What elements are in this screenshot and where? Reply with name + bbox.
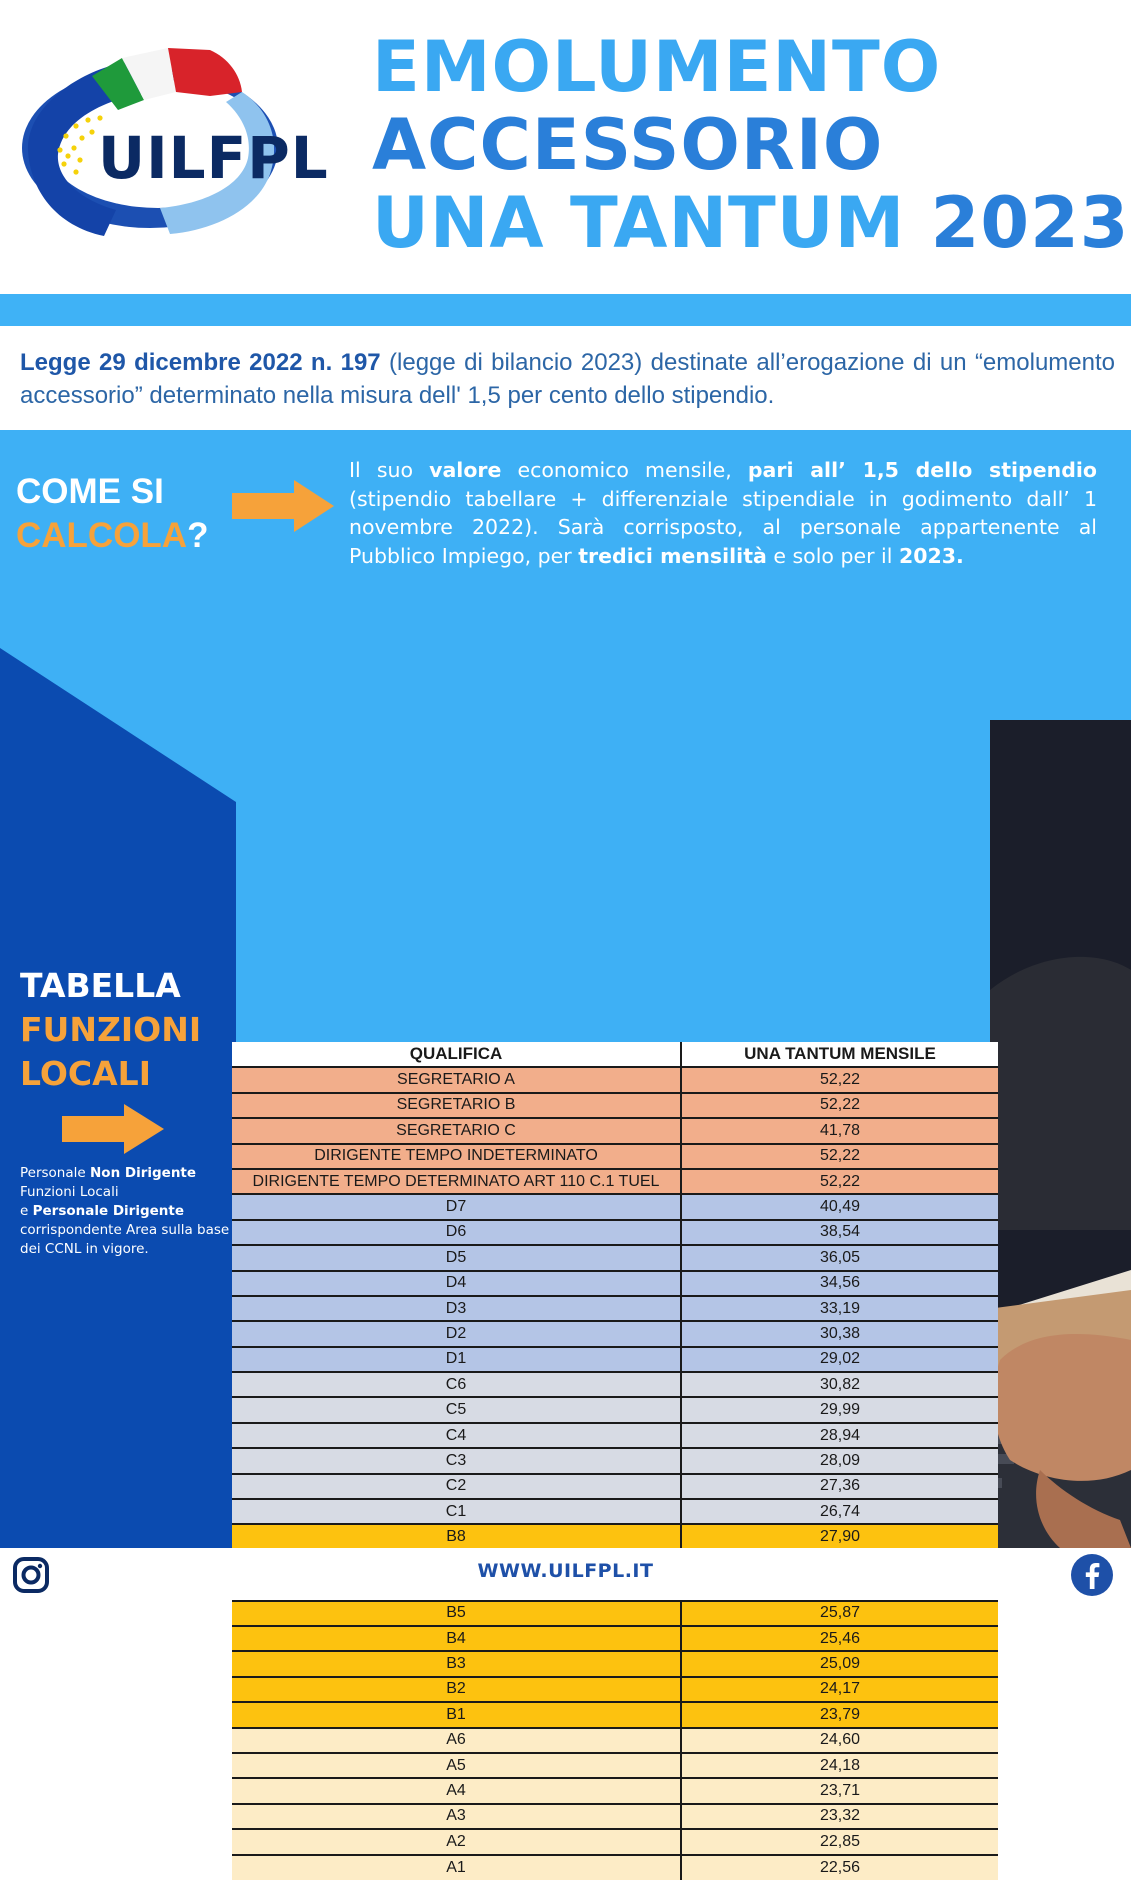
qualifica-cell: D6	[232, 1220, 681, 1245]
table-row	[232, 1601, 998, 1626]
facebook-icon[interactable]	[1070, 1553, 1114, 1597]
una-tantum-value-cell: 29,99	[681, 1397, 998, 1422]
table-row	[232, 1677, 998, 1702]
qualifica-cell: A3	[232, 1804, 681, 1829]
qualifica-cell: B4	[232, 1626, 681, 1651]
qualifica-cell: D5	[232, 1245, 681, 1270]
qualifica-cell: D4	[232, 1271, 681, 1296]
law-paragraph	[20, 346, 1115, 412]
title-line-2: ACCESSORIO	[372, 104, 884, 186]
table-row	[232, 1271, 998, 1296]
una-tantum-value-cell: 52,22	[681, 1144, 998, 1169]
qualifica-cell: SEGRETARIO C	[232, 1118, 681, 1143]
qualifica-cell: D7	[232, 1194, 681, 1219]
tabella-heading	[20, 964, 201, 1096]
table-row	[232, 1728, 998, 1753]
calc-text-3: (stipendio tabellare + differenziale stipendiale in godimento dall’ 1 novembre 2022). Sarà corrisposto, al personale appartenente al Pubblico Impiego, per	[349, 486, 1097, 568]
una-tantum-value-cell: 36,05	[681, 1245, 998, 1270]
una-tantum-value-cell: 41,78	[681, 1118, 998, 1143]
qualifica-cell: A1	[232, 1855, 681, 1880]
calcola-text: CALCOLA	[16, 516, 188, 555]
tabella-line-3: LOCALI	[20, 1054, 151, 1093]
calc-bold-1: valore	[429, 458, 502, 482]
note-text-1: Personale	[20, 1165, 90, 1181]
calc-bold-3: tredici mensilità	[578, 543, 767, 568]
una-tantum-value-cell: 30,38	[681, 1321, 998, 1346]
page-title	[372, 26, 1130, 264]
una-tantum-value-cell: 22,56	[681, 1855, 998, 1880]
uilfpl-logo	[20, 40, 342, 240]
table-row	[232, 1397, 998, 1422]
qualifica-cell: D2	[232, 1321, 681, 1346]
tabella-line-1: TABELLA	[20, 966, 181, 1005]
una-tantum-value-cell: 52,22	[681, 1169, 998, 1194]
calc-text-1: Il suo	[349, 458, 430, 482]
table-header-row	[232, 1042, 998, 1067]
calc-bold-2: pari all’ 1,5 dello stipendio	[747, 458, 1097, 482]
una-tantum-value-cell: 28,09	[681, 1448, 998, 1473]
una-tantum-value-cell: 34,56	[681, 1271, 998, 1296]
table-row	[232, 1778, 998, 1803]
table-row	[232, 1499, 998, 1524]
table-row	[232, 1067, 998, 1092]
table-row	[232, 1855, 998, 1880]
note-text-2: Funzioni Locali	[20, 1184, 119, 1200]
table-row	[232, 1118, 998, 1143]
header-qualifica: QUALIFICA	[232, 1042, 681, 1067]
qualifica-cell: A5	[232, 1753, 681, 1778]
qualifica-cell: C4	[232, 1423, 681, 1448]
table-row	[232, 1829, 998, 1854]
una-tantum-value-cell: 27,90	[681, 1524, 998, 1549]
calcola-line	[16, 514, 208, 558]
una-tantum-value-cell: 38,54	[681, 1220, 998, 1245]
arrow-right-icon	[232, 480, 334, 532]
table-row	[232, 1321, 998, 1346]
logo-text: UILFPL	[98, 124, 329, 192]
una-tantum-value-cell: 26,74	[681, 1499, 998, 1524]
table-row	[232, 1093, 998, 1118]
calc-text-2: economico mensile,	[501, 458, 748, 482]
table-row	[232, 1220, 998, 1245]
tabella-line-2: FUNZIONI	[20, 1010, 202, 1049]
una-tantum-value-cell: 25,46	[681, 1626, 998, 1651]
law-description: (legge di bilancio 2023) destinate all’erogazione di un “emolumento accessorio” determinato nella misura dell' 1,5 per cento dello stipendio.	[20, 349, 1116, 409]
qualifica-cell: B8	[232, 1524, 681, 1549]
una-tantum-value-cell: 24,18	[681, 1753, 998, 1778]
qualifica-cell: C6	[232, 1372, 681, 1397]
note-bold-2: Personale Dirigente	[32, 1203, 184, 1219]
una-tantum-value-cell: 29,02	[681, 1347, 998, 1372]
table-row	[232, 1448, 998, 1473]
calc-bold-4: 2023.	[898, 543, 964, 568]
una-tantum-value-cell: 52,22	[681, 1067, 998, 1092]
qualifica-cell: SEGRETARIO B	[232, 1093, 681, 1118]
table-row	[232, 1753, 998, 1778]
qualifica-cell: C3	[232, 1448, 681, 1473]
title-line-3-text: UNA TANTUM	[372, 182, 906, 264]
footer	[0, 1548, 1131, 1600]
table-row	[232, 1245, 998, 1270]
note-text-4: corrispondente Area sulla base dei CCNL in vigore.	[20, 1222, 230, 1257]
qualifica-cell: A6	[232, 1728, 681, 1753]
qualifica-cell: B3	[232, 1651, 681, 1676]
una-tantum-value-cell: 25,09	[681, 1651, 998, 1676]
table-row	[232, 1423, 998, 1448]
una-tantum-value-cell: 33,19	[681, 1296, 998, 1321]
qualifica-cell: DIRIGENTE TEMPO DETERMINATO ART 110 C.1 TUEL	[232, 1169, 681, 1194]
table-row	[232, 1651, 998, 1676]
qualifica-cell: B5	[232, 1601, 681, 1626]
table-row	[232, 1347, 998, 1372]
una-tantum-value-cell: 30,82	[681, 1372, 998, 1397]
qualifica-cell: D3	[232, 1296, 681, 1321]
table-row	[232, 1194, 998, 1219]
una-tantum-value-cell: 25,87	[681, 1601, 998, 1626]
qualifica-cell: DIRIGENTE TEMPO INDETERMINATO	[232, 1144, 681, 1169]
una-tantum-value-cell: 24,60	[681, 1728, 998, 1753]
note-text-3: e	[20, 1203, 33, 1219]
una-tantum-value-cell: 23,79	[681, 1702, 998, 1727]
una-tantum-value-cell: 27,36	[681, 1474, 998, 1499]
qualifica-cell: C2	[232, 1474, 681, 1499]
una-tantum-value-cell: 22,85	[681, 1829, 998, 1854]
table-row	[232, 1372, 998, 1397]
una-tantum-value-cell: 52,22	[681, 1093, 998, 1118]
una-tantum-value-cell: 40,49	[681, 1194, 998, 1219]
website-link[interactable]: WWW.UILFPL.IT	[477, 1560, 654, 1582]
header	[0, 0, 1131, 294]
question-mark: ?	[187, 516, 209, 555]
una-tantum-value-cell: 28,94	[681, 1423, 998, 1448]
table-row	[232, 1144, 998, 1169]
qualifica-cell: B1	[232, 1702, 681, 1727]
title-line-1: EMOLUMENTO	[372, 26, 942, 108]
table-row	[232, 1702, 998, 1727]
table-row	[232, 1474, 998, 1499]
qualifica-cell: C5	[232, 1397, 681, 1422]
table-body	[232, 1067, 998, 1880]
header-una-tantum: UNA TANTUM MENSILE	[681, 1042, 998, 1067]
come-si-calcola-heading	[16, 470, 208, 558]
una-tantum-table	[232, 1042, 998, 1880]
qualifica-cell: A2	[232, 1829, 681, 1854]
qualifica-cell: SEGRETARIO A	[232, 1067, 681, 1092]
table-row	[232, 1169, 998, 1194]
una-tantum-value-cell: 23,32	[681, 1804, 998, 1829]
table-row	[232, 1524, 998, 1549]
personnel-note	[20, 1164, 230, 1259]
una-tantum-value-cell: 23,71	[681, 1778, 998, 1803]
table-row	[232, 1804, 998, 1829]
header-divider-strip	[0, 294, 1131, 326]
qualifica-cell: C1	[232, 1499, 681, 1524]
table-row	[232, 1296, 998, 1321]
qualifica-cell: B2	[232, 1677, 681, 1702]
arrow-right-icon	[62, 1104, 164, 1154]
calculation-description	[349, 456, 1097, 570]
come-si-text: COME SI	[16, 472, 164, 511]
note-bold-1: Non Dirigente	[90, 1165, 197, 1181]
qualifica-cell: D1	[232, 1347, 681, 1372]
title-line-3	[372, 182, 1130, 264]
title-year: 2023	[930, 182, 1130, 264]
calc-text-4: e solo per il	[766, 543, 899, 568]
law-reference: Legge 29 dicembre 2022 n. 197	[20, 349, 381, 376]
una-tantum-value-cell: 24,17	[681, 1677, 998, 1702]
qualifica-cell: A4	[232, 1778, 681, 1803]
table-row	[232, 1626, 998, 1651]
